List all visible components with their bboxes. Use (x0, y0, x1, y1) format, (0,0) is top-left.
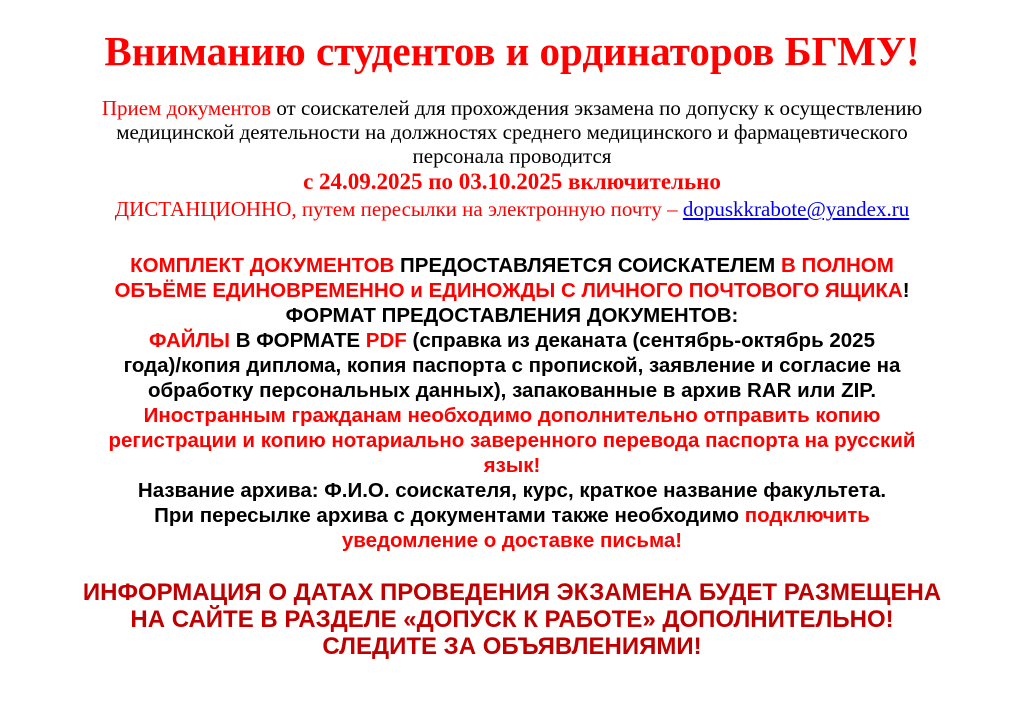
text-line (0, 328, 1024, 353)
text-run-black: (справка из деканата (сентябрь-октябрь 2025 (412, 329, 875, 352)
text-line (0, 606, 1024, 633)
text-run-black: ПРЕДОСТАВЛЯЕТСЯ СОИСКАТЕЛЕМ (400, 254, 781, 277)
text-run-red: регистрации и копию нотариально заверенного перевода паспорта на русский (108, 429, 916, 452)
text-line (0, 528, 1024, 553)
requirements-block (0, 253, 1024, 553)
text-run-black: Название архива: Ф.И.О. соискателя, курс, краткое название факультета. (137, 479, 887, 502)
text-line (0, 120, 1024, 144)
text-line (0, 168, 1024, 196)
text-line (0, 503, 1024, 528)
text-run-red: ДИСТАНЦИОННО, путем пересылки на электронную почту – (114, 197, 683, 221)
text-run-black: обработку персональных данных), запакованные в архив RAR или ZIP. (147, 379, 877, 402)
text-run-red: ОБЪЁМЕ ЕДИНОВРЕМЕННО и ЕДИНОЖДЫ С ЛИЧНОГО ПОЧТОВОГО ЯЩИКА (114, 279, 903, 302)
text-line (0, 353, 1024, 378)
text-run-red: язык! (483, 454, 541, 477)
text-line (0, 478, 1024, 503)
text-line (0, 96, 1024, 120)
text-run-red: PDF (365, 329, 413, 352)
text-run-black: ФОРМАТ ПРЕДОСТАВЛЕНИЯ ДОКУМЕНТОВ: (285, 304, 739, 327)
text-run-red: КОМПЛЕКТ ДОКУМЕНТОВ (130, 254, 401, 277)
text-line (0, 253, 1024, 278)
text-line (0, 428, 1024, 453)
text-line (0, 378, 1024, 403)
text-line (0, 303, 1024, 328)
text-run-red: подключить (744, 504, 870, 527)
intro-paragraph (0, 96, 1024, 168)
text-run-black: от соискателей для прохождения экзамена по допуску к осуществлению (276, 96, 923, 120)
text-run-black: медицинской деятельности на должностях среднего медицинского и фармацевтического (116, 120, 908, 144)
text-line (0, 196, 1024, 223)
text-run-darkred: НА САЙТЕ В РАЗДЕЛЕ «ДОПУСК К РАБОТЕ» ДОПОЛНИТЕЛЬНО! (130, 606, 894, 633)
text-run-black: В ФОРМАТЕ (235, 329, 366, 352)
text-line (0, 633, 1024, 660)
remote-submission-line (0, 196, 1024, 223)
text-run-red: ФАЙЛЫ (149, 329, 236, 352)
text-line (0, 144, 1024, 168)
text-run-red: Иностранным гражданам необходимо дополнительно отправить копию (143, 404, 881, 427)
text-run-darkred: СЛЕДИТЕ ЗА ОБЪЯВЛЕНИЯМИ! (322, 633, 702, 660)
dates-line (0, 168, 1024, 196)
text-run-darkred: ИНФОРМАЦИЯ О ДАТАХ ПРОВЕДЕНИЯ ЭКЗАМЕНА БУДЕТ РАЗМЕЩЕНА (82, 579, 942, 606)
text-run-black: персонала проводится (412, 144, 612, 168)
text-run-red: Прием документов (101, 96, 277, 120)
text-line (0, 403, 1024, 428)
text-run-black: При пересылке архива с документами также необходимо (154, 504, 745, 527)
page-title: Вниманию студентов и ординаторов БГМУ! (104, 28, 920, 74)
text-line (0, 579, 1024, 606)
footer-notice-block (0, 579, 1024, 660)
text-run-black: года)/копия диплома, копия паспорта с пропиской, заявление и согласие на (123, 354, 901, 377)
text-run-red: В ПОЛНОМ (780, 254, 894, 277)
text-run-red: уведомление о доставке письма! (341, 529, 683, 552)
text-run-black: ! (902, 279, 910, 302)
text-line (0, 278, 1024, 303)
email-link[interactable]: dopuskkrabote@yandex.ru (682, 197, 910, 221)
text-line (0, 453, 1024, 478)
text-run-red: с 24.09.2025 по 03.10.2025 включительно (303, 169, 721, 194)
